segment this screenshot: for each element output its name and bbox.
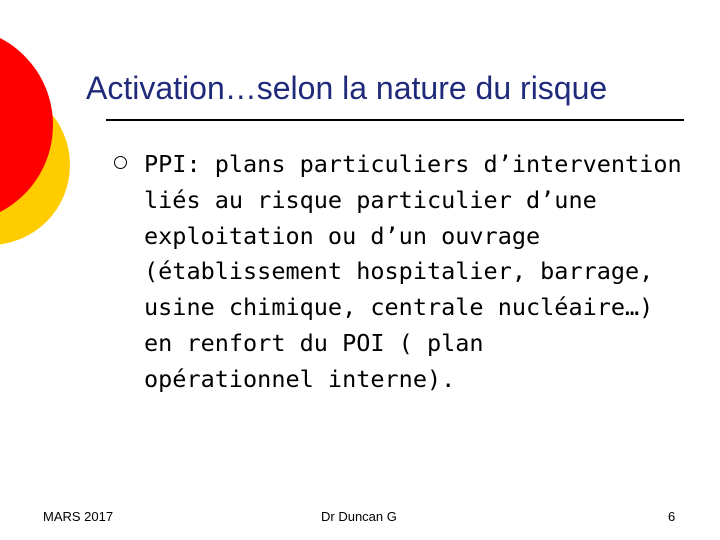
- hollow-circle-bullet-icon: [114, 156, 127, 169]
- red-yellow-circles-decoration: [0, 0, 120, 300]
- title-underline: [106, 119, 684, 121]
- slide-number: 6: [668, 509, 676, 524]
- bullet-text: PPI: plans particuliers d’intervention liés au risque particulier d’une exploitation ou d’un ouvrage (établissement hospitalier, barrage, usine chimique, centrale nucléaire…) en renfort du POI ( plan opérationnel interne).: [144, 150, 682, 393]
- footer-date: MARS 2017: [43, 509, 114, 524]
- footer-author: Dr Duncan G: [321, 509, 397, 524]
- slide-title: Activation…selon la nature du risque: [86, 70, 608, 106]
